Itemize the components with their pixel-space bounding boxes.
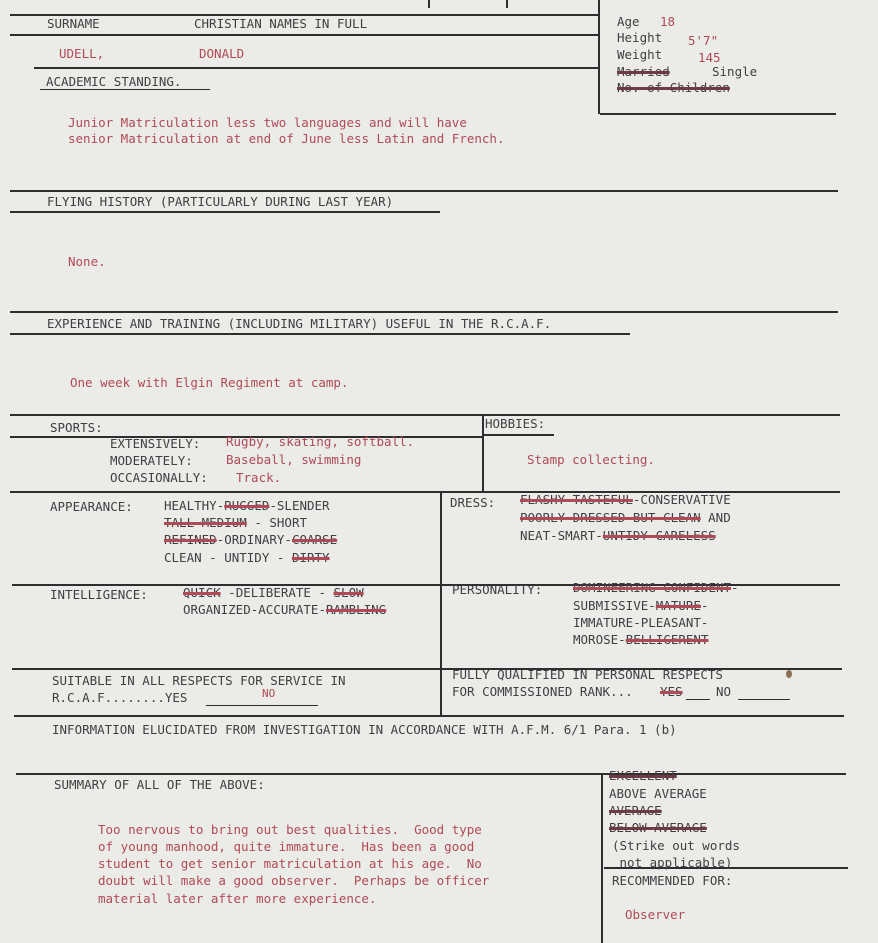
rating-below-average-struck: BELOW AVERAGE [609, 820, 707, 835]
summary-line-1: Too nervous to bring out best qualities. Good type [98, 822, 482, 837]
extensively-label: EXTENSIVELY: [110, 436, 201, 451]
separator: - [731, 580, 739, 595]
divider [428, 0, 430, 8]
appearance-row-2 [164, 515, 307, 530]
christian-names-value: DONALD [199, 46, 245, 61]
experience-label: EXPERIENCE AND TRAINING (INCLUDING MILITARY) USEFUL IN THE R.C.A.F. [47, 316, 552, 331]
rule [10, 211, 440, 213]
no-blank [268, 705, 318, 706]
appearance-label: APPEARANCE: [50, 499, 133, 514]
option-neat-smart: NEAT-SMART- [520, 528, 603, 543]
option-dirty-struck: DIRTY [291, 550, 330, 565]
hobbies-value: Stamp collecting. [527, 452, 655, 467]
summary-line-5: material later after more experience. [98, 891, 377, 906]
christian-names-label: CHRISTIAN NAMES IN FULL [194, 16, 368, 31]
option-short: - SHORT [246, 515, 308, 530]
personality-label: PERSONALITY: [452, 582, 543, 597]
option-refined-struck: REFINED [164, 532, 217, 547]
qualified-line-1: FULLY QUALIFIED IN PERSONAL RESPECTS [452, 667, 723, 682]
occasionally-label: OCCASIONALLY: [110, 470, 208, 485]
rating-above-average: ABOVE AVERAGE [609, 786, 707, 801]
underline [40, 89, 210, 90]
rule [14, 715, 844, 717]
rating-excellent-struck: EXCELLENT [609, 768, 677, 783]
children-struck: No. of Children [617, 80, 730, 95]
academic-line-1: Junior Matriculation less two languages and will have [68, 115, 467, 130]
option-poorly-dressed-struck: POORLY DRESSED BUT CLEAN [520, 510, 701, 525]
option-domineering-confident-struck: DOMINEERING-CONFIDENT [573, 580, 732, 595]
dress-row-1 [520, 492, 731, 507]
dress-row-2 [520, 510, 731, 525]
personality-row-2 [573, 598, 708, 613]
no-blank [738, 699, 790, 700]
divider [506, 0, 508, 8]
qualified-yes-struck: YES [660, 684, 683, 699]
moderately-label: MODERATELY: [110, 453, 193, 468]
option-morose: MOROSE- [573, 632, 626, 647]
option-mature-struck: MATURE [655, 598, 701, 613]
surname-label: SURNAME [47, 16, 100, 31]
appearance-row-4 [164, 550, 330, 565]
extensively-value: Rugby, skating, softball. [226, 434, 415, 449]
option-flashy-tasteful-struck: FLASHY-TASTEFUL [520, 492, 633, 507]
summary-line-3: student to get senior matriculation at his age. No [98, 856, 482, 871]
qualified-no: NO [716, 684, 732, 699]
rule [600, 113, 836, 115]
option-slow-struck: SLOW [333, 585, 364, 600]
option-tall-medium-struck: TALL-MEDIUM [164, 515, 247, 530]
height-label: Height [617, 30, 663, 45]
suitable-line-1: SUITABLE IN ALL RESPECTS FOR SERVICE IN [52, 673, 346, 688]
option-untidy-careless-struck: UNTIDY-CARELESS [602, 528, 716, 543]
option-slender: -SLENDER [269, 498, 330, 513]
separator: - [700, 598, 709, 613]
strike-note-line-1: (Strike out words [612, 838, 740, 853]
divider [482, 414, 484, 492]
single-value: Single [712, 64, 758, 79]
experience-value: One week with Elgin Regiment at camp. [70, 375, 349, 390]
flying-history-label: FLYING HISTORY (PARTICULARLY DURING LAST YEAR) [47, 194, 394, 209]
appearance-row-3 [164, 532, 337, 547]
rating-average-struck: AVERAGE [609, 803, 662, 818]
option-clean-untidy: CLEAN - UNTIDY - [164, 550, 292, 565]
dress-label: DRESS: [450, 495, 496, 510]
moderately-value: Baseball, swimming [226, 452, 362, 467]
rule [10, 190, 838, 192]
information-label: INFORMATION ELUCIDATED FROM INVESTIGATION IN ACCORDANCE WITH A.F.M. 6/1 Para. 1 (b) [52, 722, 677, 737]
recommended-value: Observer [625, 907, 686, 922]
academic-line-2: senior Matriculation at end of June less Latin and French. [68, 131, 505, 146]
option-belligerent-struck: BELLIGERENT [625, 632, 709, 647]
rule [482, 434, 554, 436]
surname-value: UDELL, [59, 46, 105, 61]
option-quick-struck: QUICK [183, 585, 221, 600]
rule [10, 333, 630, 335]
option-conservative: -CONSERVATIVE [632, 492, 731, 507]
weight-label: Weight [617, 47, 663, 62]
summary-line-2: of young manhood, quite immature. Has been a good [98, 839, 475, 854]
option-submissive: SUBMISSIVE- [573, 598, 656, 613]
yes-blank [206, 705, 268, 706]
rule [10, 34, 600, 36]
option-and: AND [700, 510, 731, 525]
personality-row-4 [573, 632, 708, 647]
occasionally-value: Track. [236, 470, 282, 485]
summary-label: SUMMARY OF ALL OF THE ABOVE: [54, 777, 265, 792]
suitable-no: NO [262, 687, 276, 700]
qualified-line-2: FOR COMMISSIONED RANK... [452, 684, 633, 699]
option-coarse-struck: COARSE [291, 532, 338, 547]
ink-spot [786, 670, 792, 678]
rule [34, 67, 600, 69]
personality-row-1 [573, 580, 739, 595]
age-label: Age [617, 14, 640, 29]
weight-value: 145 [698, 50, 721, 65]
intelligence-row-2 [183, 602, 386, 617]
flying-history-value: None. [68, 254, 106, 269]
rule [10, 311, 838, 313]
summary-line-4: doubt will make a good observer. Perhaps be officer [98, 873, 490, 888]
recommended-label: RECOMMENDED FOR: [612, 873, 733, 888]
sports-label: SPORTS: [50, 420, 103, 435]
option-rugged-struck: RUGGED [224, 498, 270, 513]
appearance-row-1 [164, 498, 330, 513]
rule [10, 414, 840, 416]
married-struck: Married [617, 64, 670, 79]
option-deliberate: -DELIBERATE - [220, 585, 334, 600]
option-healthy: HEALTHY- [164, 498, 225, 513]
age-value: 18 [660, 14, 676, 29]
divider [601, 773, 603, 943]
option-rambling-struck: RAMBLING [326, 602, 387, 617]
hobbies-label: HOBBIES: [485, 416, 546, 431]
dress-row-3 [520, 528, 716, 543]
academic-label: ACADEMIC STANDING. [46, 74, 182, 89]
option-organized-accurate: ORGANIZED-ACCURATE- [183, 602, 326, 617]
strike-note-line-2: not applicable) [612, 855, 733, 870]
intelligence-label: INTELLIGENCE: [50, 587, 148, 602]
yes-blank [686, 699, 710, 700]
suitable-line-2: R.C.A.F........YES [52, 690, 188, 705]
intelligence-row-1 [183, 585, 364, 600]
option-ordinary: -ORDINARY- [216, 532, 292, 547]
divider [598, 0, 600, 114]
rule [16, 773, 846, 775]
divider [440, 491, 442, 716]
personality-row-3: IMMATURE-PLEASANT- [573, 615, 709, 630]
height-value: 5'7" [688, 33, 719, 48]
